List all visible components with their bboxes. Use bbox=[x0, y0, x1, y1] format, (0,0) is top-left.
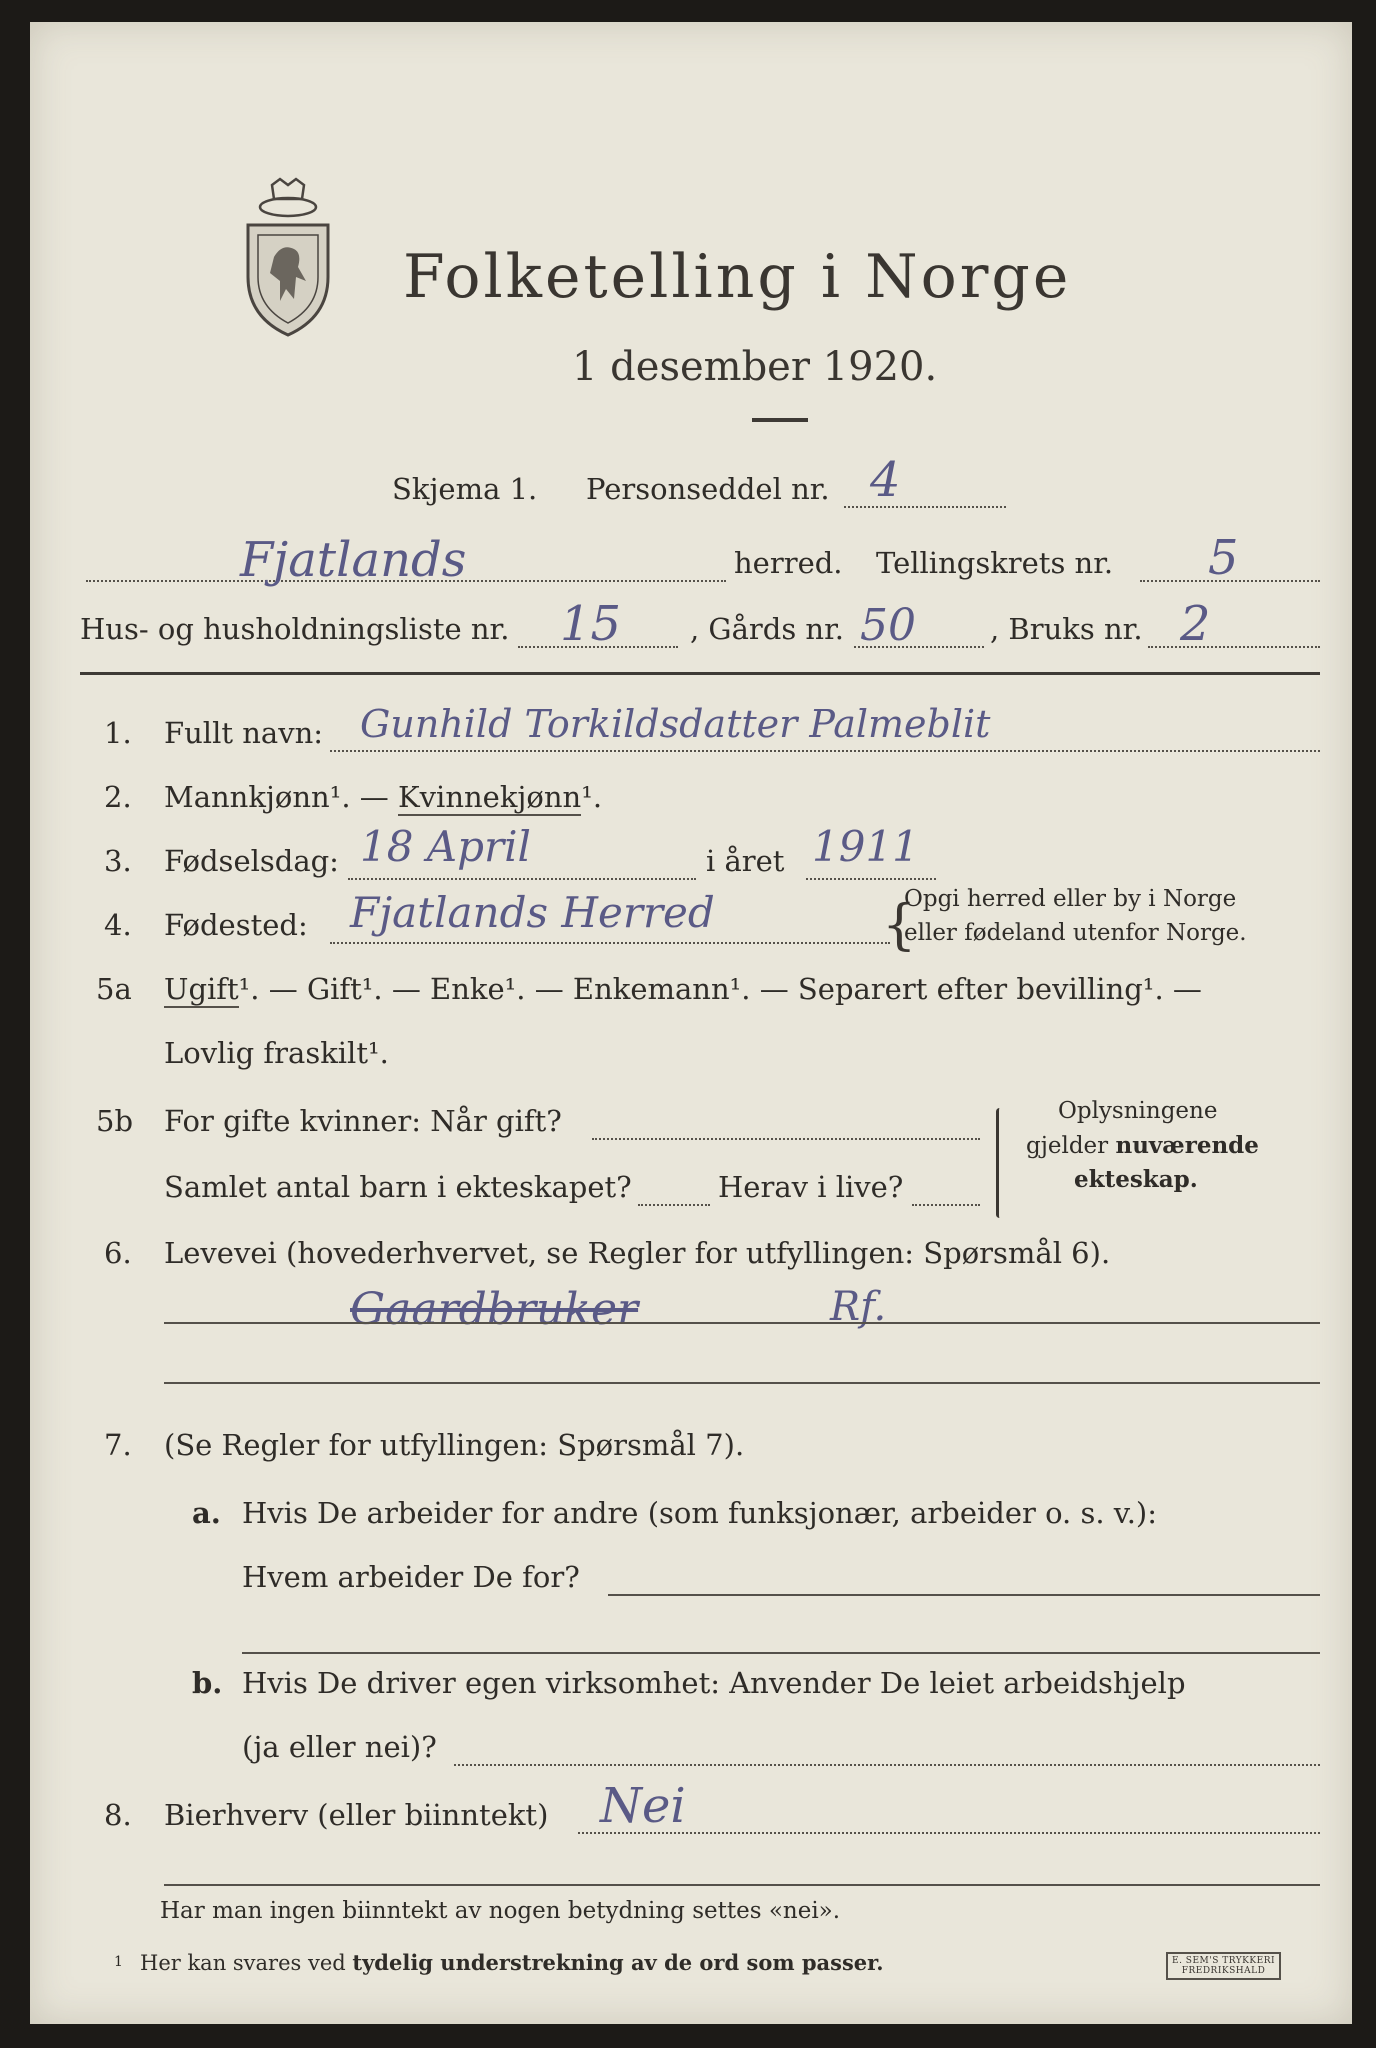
footer-note: Har man ingen biinntekt av nogen betydning settes «nei». bbox=[160, 1898, 841, 1924]
q8-answer-line bbox=[578, 1832, 1320, 1834]
q5b-alive-line bbox=[912, 1204, 980, 1206]
herred-label: herred. bbox=[734, 546, 843, 580]
form-title: Folketelling i Norge bbox=[403, 242, 1072, 312]
bruks-value[interactable]: 2 bbox=[1180, 596, 1211, 652]
q6-label: Levevei (hovederhvervet, se Regler for utfyllingen: Spørsmål 6). bbox=[164, 1236, 1111, 1270]
herred-value[interactable]: Fjatlands bbox=[240, 532, 467, 588]
q5b-note-nuvaerende: nuværende bbox=[1115, 1132, 1259, 1159]
q6-line1 bbox=[164, 1322, 1320, 1324]
birthplace-value[interactable]: Fjatlands Herred bbox=[350, 888, 715, 937]
footnote-mark: 1 bbox=[114, 1954, 123, 1970]
q5a-line2[interactable]: Lovlig fraskilt¹. bbox=[164, 1036, 389, 1070]
q5b-children-line bbox=[638, 1204, 710, 1206]
q4-line bbox=[330, 942, 890, 944]
gards-value[interactable]: 50 bbox=[860, 600, 916, 651]
personseddel-label: Personseddel nr. bbox=[586, 472, 830, 506]
q6-number: 6. bbox=[104, 1236, 132, 1270]
birthday-value[interactable]: 18 April bbox=[360, 822, 531, 871]
coat-of-arms-icon bbox=[236, 177, 340, 337]
full-name-value[interactable]: Gunhild Torkildsdatter Palmeblit bbox=[360, 702, 991, 746]
hus-label: Hus- og husholdningsliste nr. bbox=[80, 612, 510, 646]
occupation-value[interactable]: Gaardbruker bbox=[350, 1284, 639, 1335]
mann-option[interactable]: Mannkjønn¹. bbox=[164, 780, 351, 814]
q7a-letter: a. bbox=[192, 1496, 221, 1530]
q7a-line1: Hvis De arbeider for andre (som funksjonær, arbeider o. s. v.): bbox=[242, 1496, 1158, 1530]
q4-note-line2: eller fødeland utenfor Norge. bbox=[904, 920, 1247, 946]
q8-line2 bbox=[164, 1884, 1320, 1886]
side-income-value[interactable]: Nei bbox=[600, 1778, 686, 1834]
occupation-code: Rf. bbox=[830, 1284, 887, 1330]
q7-number: 7. bbox=[104, 1428, 132, 1462]
birth-year-value[interactable]: 1911 bbox=[812, 822, 919, 871]
q1-label: Fullt navn: bbox=[164, 716, 324, 750]
ugift-option[interactable]: Ugift bbox=[164, 972, 239, 1006]
q2-dash: — bbox=[359, 780, 389, 814]
tellingskrets-value[interactable]: 5 bbox=[1208, 530, 1239, 586]
census-date: 1 desember 1920. bbox=[572, 344, 938, 390]
q4-brace: { bbox=[882, 893, 917, 956]
bruks-label: , Bruks nr. bbox=[990, 612, 1143, 646]
schema-label: Skjema 1. bbox=[392, 472, 538, 506]
q7b-line1: Hvis De driver egen virksomhet: Anvender De leiet arbeidshjelp bbox=[242, 1666, 1186, 1700]
q7-label: (Se Regler for utfyllingen: Spørsmål 7). bbox=[164, 1428, 745, 1462]
bruks-line bbox=[1148, 646, 1320, 648]
q7b-line2: (ja eller nei)? bbox=[242, 1730, 437, 1764]
q3-number: 3. bbox=[104, 844, 132, 878]
q4-number: 4. bbox=[104, 908, 132, 942]
q5b-note-line3: ekteskap. bbox=[1074, 1166, 1198, 1193]
kvinne-sup: ¹. bbox=[581, 780, 603, 814]
q7b-answer-line bbox=[454, 1764, 1320, 1766]
q5b-label2: Samlet antal barn i ekteskapet? bbox=[164, 1170, 632, 1204]
header-rule bbox=[80, 672, 1320, 675]
tellingskrets-label: Tellingskrets nr. bbox=[876, 546, 1114, 580]
personseddel-value[interactable]: 4 bbox=[870, 452, 901, 508]
q1-number: 1. bbox=[104, 716, 132, 750]
q1-line bbox=[330, 750, 1320, 752]
q6-line2 bbox=[164, 1382, 1320, 1384]
q7b-letter: b. bbox=[192, 1666, 223, 1700]
q5b-brace bbox=[996, 1108, 1003, 1218]
q5b-note-line1: Oplysningene bbox=[1058, 1098, 1218, 1124]
footnote-text-b: tydelig understrekning av de ord som passer. bbox=[352, 1950, 884, 1975]
q5a-number: 5a bbox=[96, 972, 132, 1006]
q5b-married-line bbox=[592, 1138, 980, 1140]
q5b-note-gjelder: gjelder bbox=[1026, 1133, 1109, 1159]
printer-city: FREDRIKSHALD bbox=[1181, 1966, 1266, 1976]
title-divider bbox=[752, 418, 808, 422]
q8-number: 8. bbox=[104, 1798, 132, 1832]
gards-label: , Gårds nr. bbox=[690, 612, 844, 646]
q4-note-line1: Opgi herred eller by i Norge bbox=[904, 886, 1237, 912]
printer-name: E. SEM'S TRYKKERI bbox=[1172, 1956, 1276, 1966]
q7a-answer-line2 bbox=[242, 1652, 1320, 1654]
q2-number: 2. bbox=[104, 780, 132, 814]
footnote-text bbox=[140, 1950, 884, 1975]
q3-day-line bbox=[348, 878, 696, 880]
q3-year-line bbox=[806, 878, 936, 880]
printer-stamp bbox=[1166, 1952, 1281, 1980]
q5b-label1: For gifte kvinner: Når gift? bbox=[164, 1104, 562, 1138]
q7a-answer-line bbox=[608, 1594, 1320, 1596]
q5b-number: 5b bbox=[96, 1104, 134, 1138]
footnote-text-a: Her kan svares ved bbox=[140, 1951, 346, 1975]
q2-options bbox=[164, 780, 602, 814]
hus-value[interactable]: 15 bbox=[560, 596, 622, 652]
q7a-line2: Hvem arbeider De for? bbox=[242, 1560, 580, 1594]
q5b-note-line2 bbox=[1026, 1132, 1259, 1159]
census-form-sheet bbox=[30, 22, 1352, 2024]
q8-label: Bierhverv (eller biinntekt) bbox=[164, 1798, 549, 1832]
personseddel-line bbox=[844, 506, 1006, 508]
q5a-other-options[interactable]: ¹. — Gift¹. — Enke¹. — Enkemann¹. — Separert efter bevilling¹. — bbox=[238, 972, 1202, 1006]
kvinne-option[interactable]: Kvinnekjønn bbox=[398, 780, 582, 814]
q3-year-label: i året bbox=[706, 844, 785, 878]
q4-label: Fødested: bbox=[164, 908, 308, 942]
q5b-label3: Herav i live? bbox=[718, 1170, 904, 1204]
q3-label: Fødselsdag: bbox=[164, 844, 339, 878]
q5a-options bbox=[164, 972, 1202, 1006]
